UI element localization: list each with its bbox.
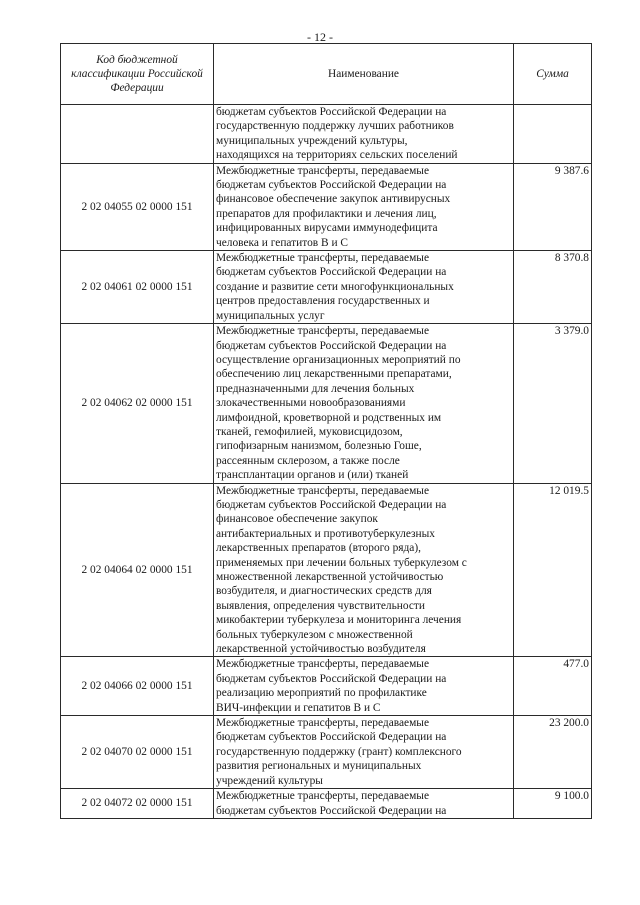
table-row xyxy=(61,324,592,483)
row-name: бюджетам субъектов Российской Федерации на государственную поддержку лучших работников муниципальных учреждений культуры, находящихся на территориях сельских поселений xyxy=(214,105,514,164)
row-sum: 3 379.0 xyxy=(514,324,592,483)
table-row xyxy=(61,163,592,250)
table-row xyxy=(61,251,592,324)
row-sum: 8 370.8 xyxy=(514,251,592,324)
table-row xyxy=(61,657,592,716)
row-sum: 477.0 xyxy=(514,657,592,716)
row-name: Межбюджетные трансферты, передаваемые бюджетам субъектов Российской Федерации на финансовое обеспечение закупок антибактериальных и противотуберкулезных лекарственных препаратов (второго ряда), применяемых при лечении больных туберкулезом с множественной лекарственной устойчивостью возбудителя, и диагностических средств для выявления, определения чувствительности микобактерии туберкулеза и мониторинга лечения больных туберкулезом с множественной лекарственной устойчивостью возбудителя xyxy=(214,483,514,657)
row-code xyxy=(61,105,214,164)
row-sum: 9 387.6 xyxy=(514,163,592,250)
row-sum: 12 019.5 xyxy=(514,483,592,657)
table-row xyxy=(61,483,592,657)
row-code: 2 02 04066 02 0000 151 xyxy=(61,657,214,716)
row-code: 2 02 04072 02 0000 151 xyxy=(61,789,214,819)
row-name: Межбюджетные трансферты, передаваемые бюджетам субъектов Российской Федерации на реализацию мероприятий по профилактике ВИЧ-инфекции и гепатитов B и C xyxy=(214,657,514,716)
row-code: 2 02 04055 02 0000 151 xyxy=(61,163,214,250)
table-header-row xyxy=(61,44,592,105)
row-sum: 9 100.0 xyxy=(514,789,592,819)
row-name: Межбюджетные трансферты, передаваемые бюджетам субъектов Российской Федерации на xyxy=(214,789,514,819)
row-name: Межбюджетные трансферты, передаваемые бюджетам субъектов Российской Федерации на финансовое обеспечение закупок антивирусных препаратов для профилактики и лечения лиц, инфицированных вирусами иммунодефицита человека и гепатитов B и C xyxy=(214,163,514,250)
table-row xyxy=(61,105,592,164)
table-row xyxy=(61,789,592,819)
row-code: 2 02 04061 02 0000 151 xyxy=(61,251,214,324)
row-code: 2 02 04062 02 0000 151 xyxy=(61,324,214,483)
row-sum xyxy=(514,105,592,164)
row-name: Межбюджетные трансферты, передаваемые бюджетам субъектов Российской Федерации на осуществление организационных мероприятий по обеспечению лиц лекарственными препаратами, предназначенными для лечения больных злокачественными новообразованиями лимфоидной, кроветворной и родственных им тканей, гемофилией, муковисцидозом, гипофизарным нанизмом, болезнью Гоше, рассеянным склерозом, а также после трансплантации органов и (или) тканей xyxy=(214,324,514,483)
row-code: 2 02 04070 02 0000 151 xyxy=(61,716,214,789)
row-sum: 23 200.0 xyxy=(514,716,592,789)
column-header-name: Наименование xyxy=(214,44,514,105)
row-code: 2 02 04064 02 0000 151 xyxy=(61,483,214,657)
row-name: Межбюджетные трансферты, передаваемые бюджетам субъектов Российской Федерации на государственную поддержку (грант) комплексного развития региональных и муниципальных учреждений культуры xyxy=(214,716,514,789)
column-header-sum: Сумма xyxy=(514,44,592,105)
page-number: - 12 - xyxy=(307,30,333,44)
budget-table xyxy=(60,43,592,819)
table-row xyxy=(61,716,592,789)
row-name: Межбюджетные трансферты, передаваемые бюджетам субъектов Российской Федерации на создание и развитие сети многофункциональных центров предоставления государственных и муниципальных услуг xyxy=(214,251,514,324)
column-header-code: Код бюджетной классификации Российской Федерации xyxy=(61,44,214,105)
